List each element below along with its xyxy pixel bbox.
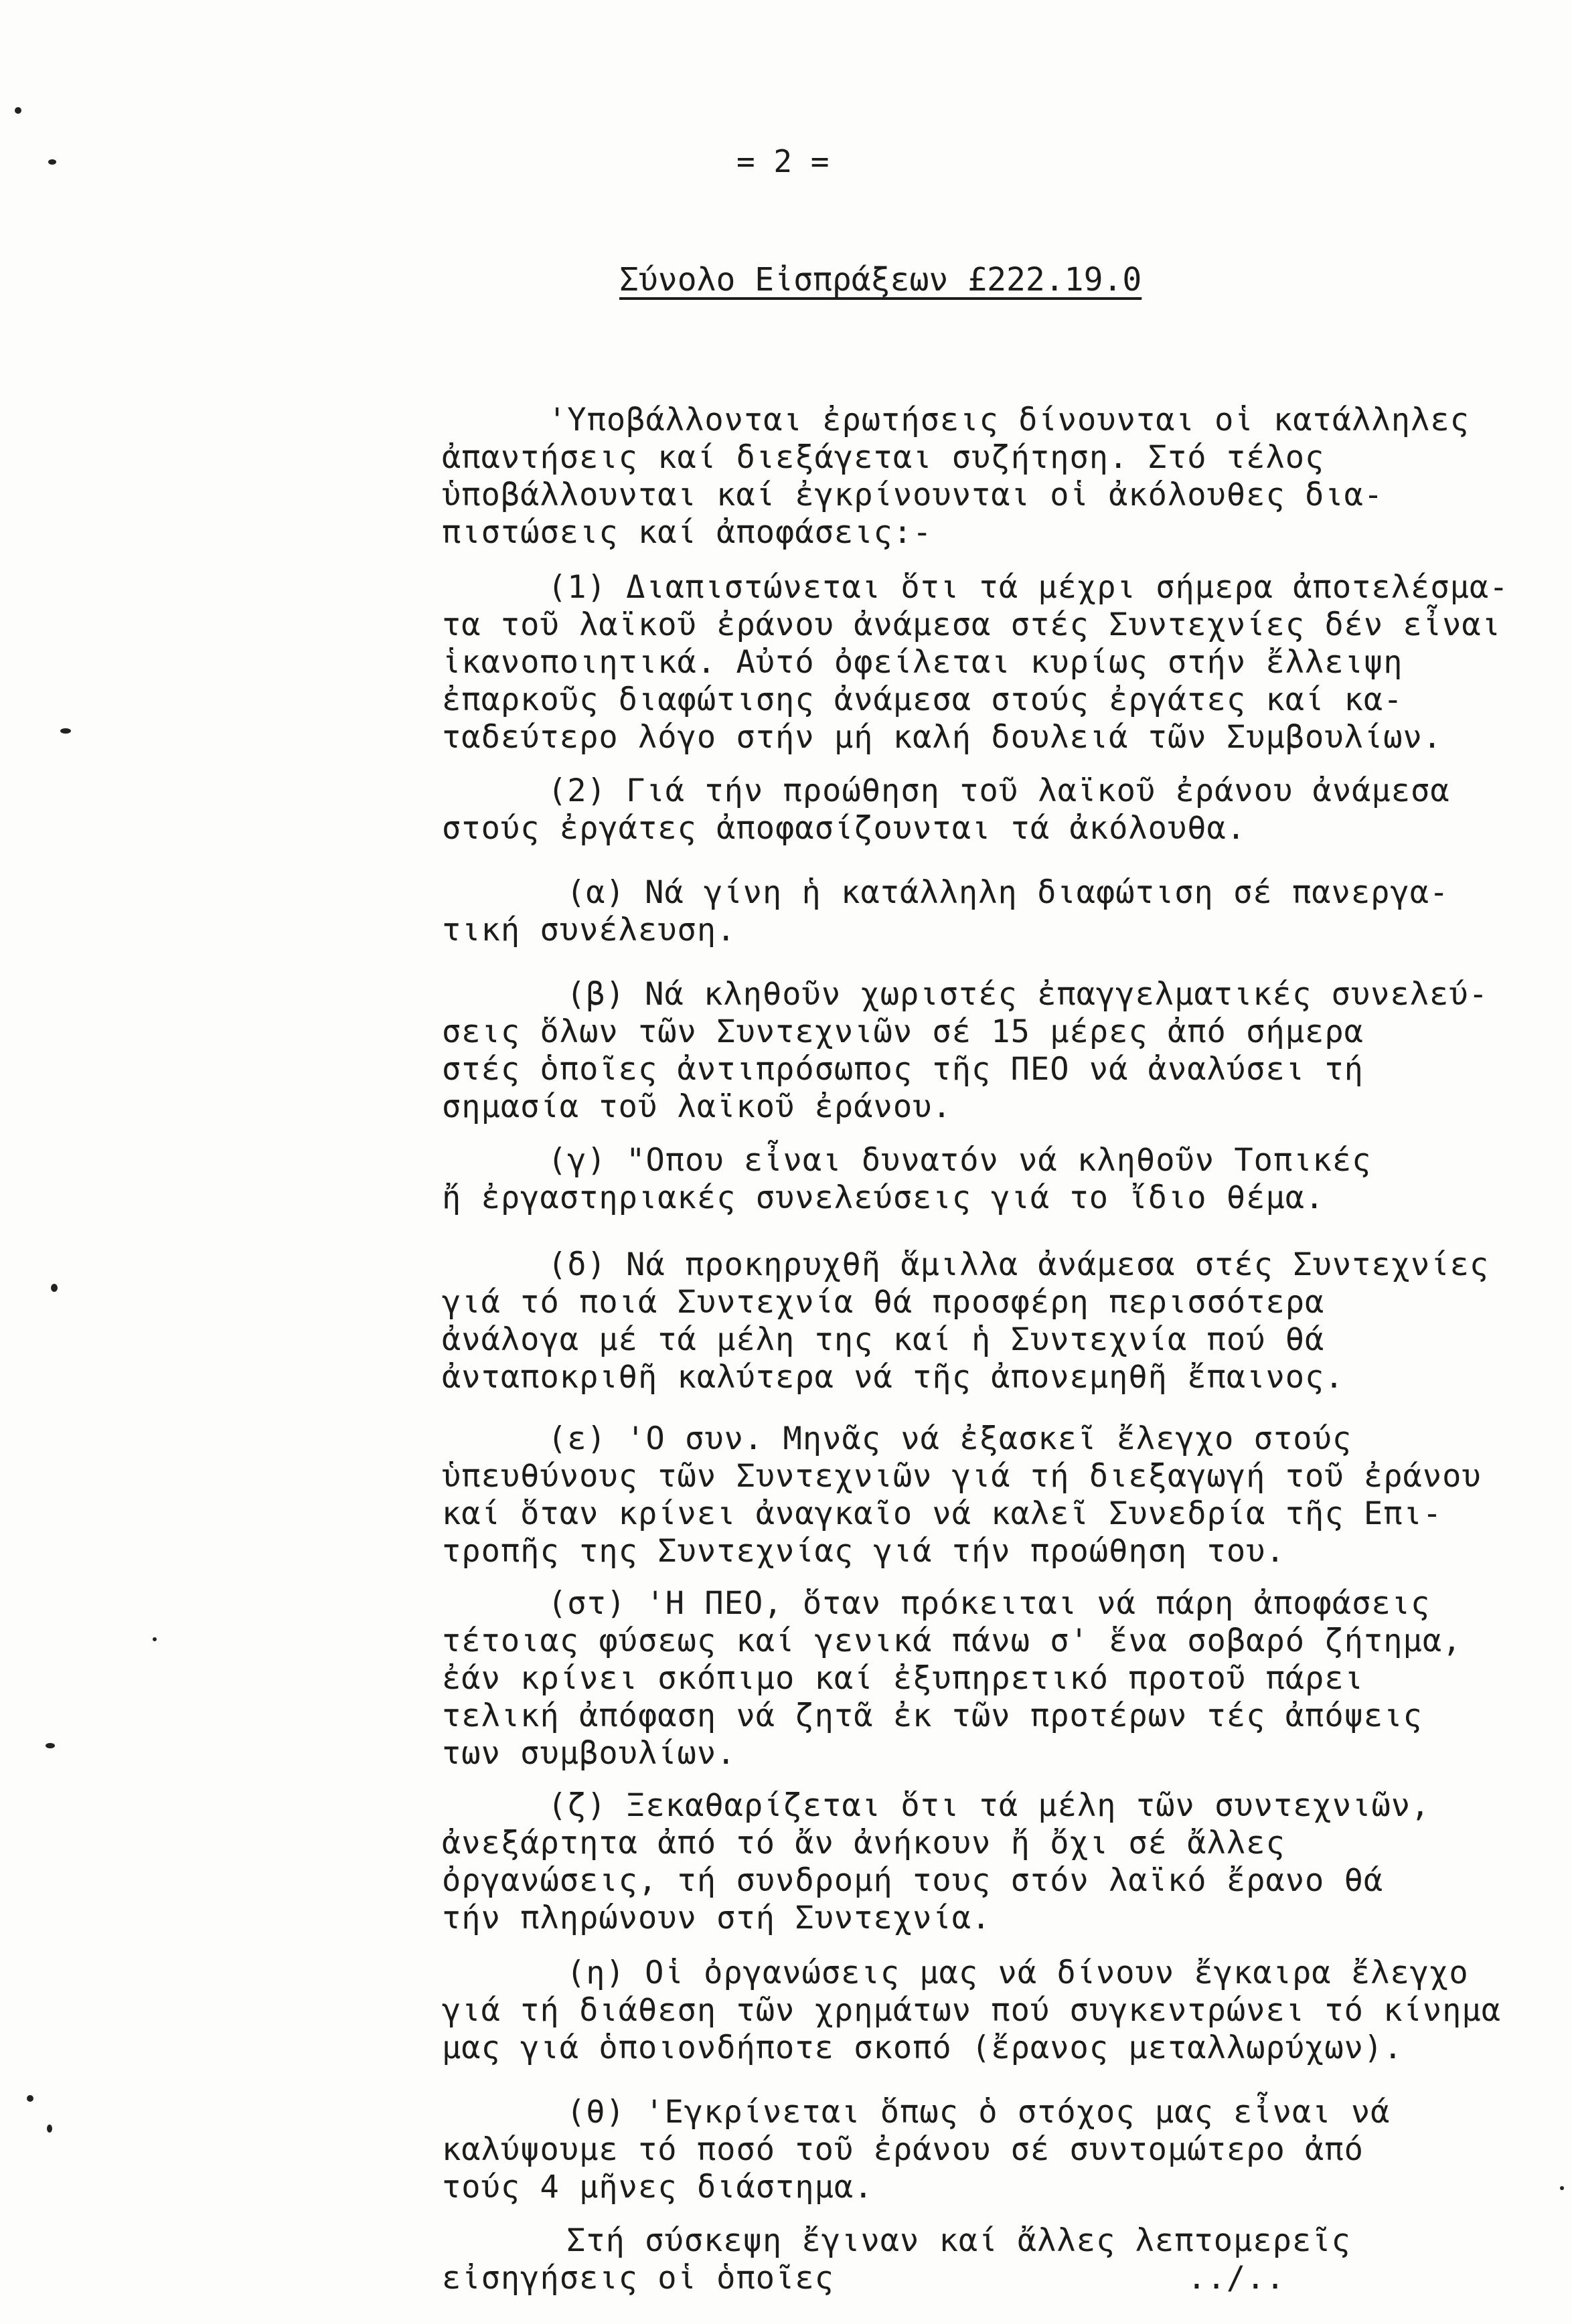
item-st-line-2: τέτοιας φύσεως καί γενικά πάνω σ' ἕνα σοβαρό ζήτημα, (442, 1623, 1462, 1659)
item-z-line-4: τήν πληρώνουν στή Συντεχνία. (442, 1900, 992, 1936)
item-th-line-3: τούς 4 μῆνες διάστημα. (442, 2169, 874, 2206)
item-e-line-1: (ε) 'Ο συν. Μηνᾶς νά ἐξασκεῖ ἔλεγχο στούς (548, 1420, 1352, 1457)
p2-line-1: (2) Γιά τήν προώθηση τοῦ λαϊκοῦ ἐράνου ἀνάμεσα (548, 772, 1450, 809)
item-b-line-2: σεις ὅλων τῶν Συντεχνιῶν σέ 15 μέρες ἀπό σήμερα (442, 1013, 1364, 1050)
intro-line-4: πιστώσεις καί ἀποφάσεις:- (442, 514, 933, 551)
item-b-line-3: στές ὁποῖες ἀντιπρόσωπος τῆς ΠΕΟ νά ἀναλύσει τή (442, 1051, 1364, 1088)
item-a-line-1: (α) Νά γίνη ἡ κατάλληλη διαφώτιση σέ πανεργα- (566, 874, 1449, 911)
item-st-line-4: τελική ἀπόφαση νά ζητᾶ ἐκ τῶν προτέρων τές ἀπόψεις (442, 1697, 1423, 1734)
item-st-line-5: των συμβουλίων. (442, 1735, 736, 1772)
item-d-line-2: γιά τό ποιά Συντεχνία θά προσφέρη περισσότερα (442, 1284, 1325, 1321)
item-b-line-4: σημασία τοῦ λαϊκοῦ ἐράνου. (442, 1088, 952, 1125)
scan-speck (27, 2095, 33, 2102)
item-th-line-2: καλύψουμε τό ποσό τοῦ ἐράνου σέ συντομώτερο ἀπό (442, 2131, 1364, 2168)
p1-line-1: (1) Διαπιστώνεται ὅτι τά μέχρι σήμερα ἀποτελέσμα- (548, 569, 1509, 606)
item-st-line-3: ἐάν κρίνει σκόπιμο καί ἐξυπηρετικό προτοῦ πάρει (442, 1660, 1364, 1697)
scan-speck (1560, 2186, 1564, 2190)
scan-speck (48, 159, 56, 165)
item-d-line-3: ἀνάλογα μέ τά μέλη της καί ἡ Συντεχνία πού θά (442, 1321, 1325, 1358)
intro-line-1: 'Υποβάλλονται ἐρωτήσεις δίνουνται οἱ κατάλληλες (548, 402, 1470, 438)
intro-line-3: ὑποβάλλουνται καί ἐγκρίνουνται οἱ ἀκόλουθες δια- (442, 477, 1384, 513)
item-e-line-2: ὑπευθύνους τῶν Συντεχνιῶν γιά τή διεξαγωγή τοῦ ἐράνου (442, 1458, 1482, 1495)
p1-line-2: τα τοῦ λαϊκοῦ ἐράνου ἀνάμεσα στές Συντεχνίες δέν εἶναι (442, 606, 1502, 643)
scan-speck (51, 1284, 58, 1292)
item-e-line-3: καί ὅταν κρίνει ἀναγκαῖο νά καλεῖ Συνεδρία τῆς Επι- (442, 1495, 1443, 1532)
item-b-line-1: (β) Νά κληθοῦν χωριστές ἐπαγγελματικές συνελεύ- (566, 976, 1488, 1013)
p1-line-3: ἱκανοποιητικά. Αὐτό ὀφείλεται κυρίως στήν ἔλλειψη (442, 644, 1403, 681)
item-h-line-2: γιά τή διάθεση τῶν χρημάτων πού συγκεντρώνει τό κίνημα (442, 1992, 1502, 2029)
item-g-line-2: ἤ ἐργαστηριακές συνελεύσεις γιά το ἴδιο θέμα. (442, 1179, 1325, 1216)
scan-speck (46, 1743, 55, 1748)
item-z-line-3: ὀργανώσεις, τή συνδρομή τους στόν λαϊκό ἔρανο θά (442, 1862, 1384, 1899)
scan-speck (47, 2125, 52, 2133)
p1-line-5: ταδεύτερο λόγο στήν μή καλή δουλειά τῶν Συμβουλίων. (442, 719, 1443, 756)
item-h-line-3: μας γιά ὁποιονδήποτε σκοπό (ἔρανος μεταλλωρύχων). (442, 2029, 1403, 2066)
item-g-line-1: (γ) "Οπου εἶναι δυνατόν νά κληθοῦν Τοπικές (548, 1142, 1372, 1179)
p2-line-2: στούς ἐργάτες ἀποφασίζουνται τά ἀκόλουθα. (442, 810, 1247, 847)
closing-line-1: Στή σύσκεψη ἔγιναν καί ἄλλες λεπτομερεῖς (566, 2222, 1351, 2259)
item-z-line-1: (ζ) Ξεκαθαρίζεται ὅτι τά μέλη τῶν συντεχνιῶν, (548, 1787, 1431, 1824)
scan-speck (153, 1637, 157, 1641)
item-a-line-2: τική συνέλευση. (442, 912, 736, 948)
item-th-line-1: (θ) 'Εγκρίνεται ὅπως ὁ στόχος μας εἶναι νά (566, 2094, 1391, 2131)
item-d-line-4: ἀνταποκριθῆ καλύτερα νά τῆς ἀπονεμηθῆ ἔπαινος. (442, 1359, 1344, 1396)
heading-total-receipts: Σύνολο Εἰσπράξεων £222.19.0 (619, 261, 1142, 299)
item-d-line-1: (δ) Νά προκηρυχθῆ ἅμιλλα ἀνάμεσα στές Συντεχνίες (548, 1246, 1490, 1283)
item-st-line-1: (στ) 'Η ΠΕΟ, ὅταν πρόκειται νά πάρη ἀποφάσεις (548, 1585, 1431, 1622)
page-number: = 2 = (736, 143, 830, 179)
scan-speck (60, 728, 71, 734)
intro-line-2: ἀπαντήσεις καί διεξάγεται συζήτηση. Στό τέλος (442, 439, 1325, 476)
p1-line-4: ἐπαρκοῦς διαφώτισης ἀνάμεσα στούς ἐργάτες καί κα- (442, 681, 1403, 718)
item-z-line-2: ἀνεξάρτητα ἀπό τό ἄν ἀνήκουν ἤ ὄχι σέ ἄλλες (442, 1825, 1285, 1861)
item-e-line-4: τροπῆς της Συντεχνίας γιά τήν προώθηση του. (442, 1533, 1285, 1570)
closing-line-2: εἰσηγήσεις οἱ ὁποῖες ../.. (442, 2260, 1285, 2297)
scan-speck (15, 107, 21, 114)
item-h-line-1: (η) Οἱ ὀργανώσεις μας νά δίνουν ἔγκαιρα ἔλεγχο (566, 1955, 1469, 1991)
